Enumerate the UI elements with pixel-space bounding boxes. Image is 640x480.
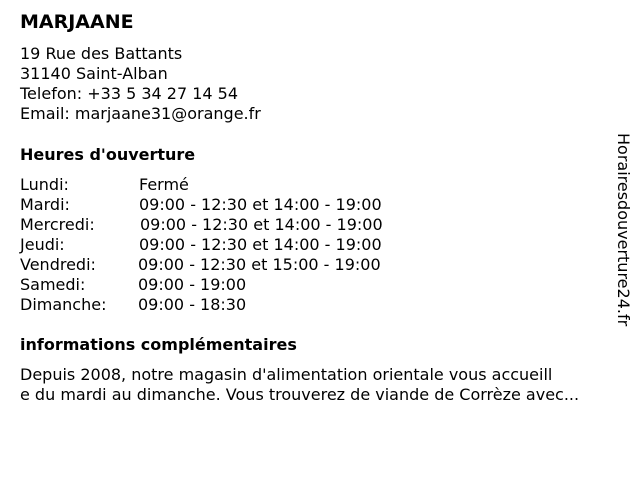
- description-line: Depuis 2008, notre magasin d'alimentation orientale vous accueill: [20, 365, 553, 384]
- time-value: 09:00 - 18:30: [138, 295, 247, 314]
- site-watermark: [611, 133, 635, 345]
- info-heading: informations complémentaires: [20, 335, 297, 354]
- day-label: Mercredi:: [20, 215, 95, 234]
- time-value: 09:00 - 12:30 et 14:00 - 19:00: [139, 235, 382, 254]
- store-phone: Telefon: +33 5 34 27 14 54: [20, 84, 239, 103]
- day-label: Samedi:: [20, 275, 86, 294]
- day-label: Vendredi:: [20, 255, 96, 274]
- hours-heading: Heures d'ouverture: [20, 145, 196, 164]
- time-value: 09:00 - 12:30 et 14:00 - 19:00: [140, 215, 383, 234]
- time-value: Fermé: [139, 175, 189, 194]
- store-description: [20, 365, 632, 405]
- day-label: Lundi:: [20, 175, 69, 194]
- address-street: 19 Rue des Battants: [20, 44, 183, 63]
- watermark-text: Horairesdouverture24.fr: [614, 133, 633, 327]
- store-name: MARJAANE: [20, 11, 134, 33]
- time-value: 09:00 - 12:30 et 15:00 - 19:00: [138, 255, 381, 274]
- time-value: 09:00 - 12:30 et 14:00 - 19:00: [139, 195, 382, 214]
- day-label: Mardi:: [20, 195, 70, 214]
- day-label: Jeudi:: [20, 235, 65, 254]
- address-city: 31140 Saint-Alban: [20, 64, 168, 83]
- day-label: Dimanche:: [20, 295, 107, 314]
- description-line: e du mardi au dimanche. Vous trouverez de viande de Corrèze avec...: [20, 385, 580, 404]
- store-address: [20, 44, 261, 124]
- store-email: Email: marjaane31@orange.fr: [20, 104, 261, 123]
- time-value: 09:00 - 19:00: [138, 275, 247, 294]
